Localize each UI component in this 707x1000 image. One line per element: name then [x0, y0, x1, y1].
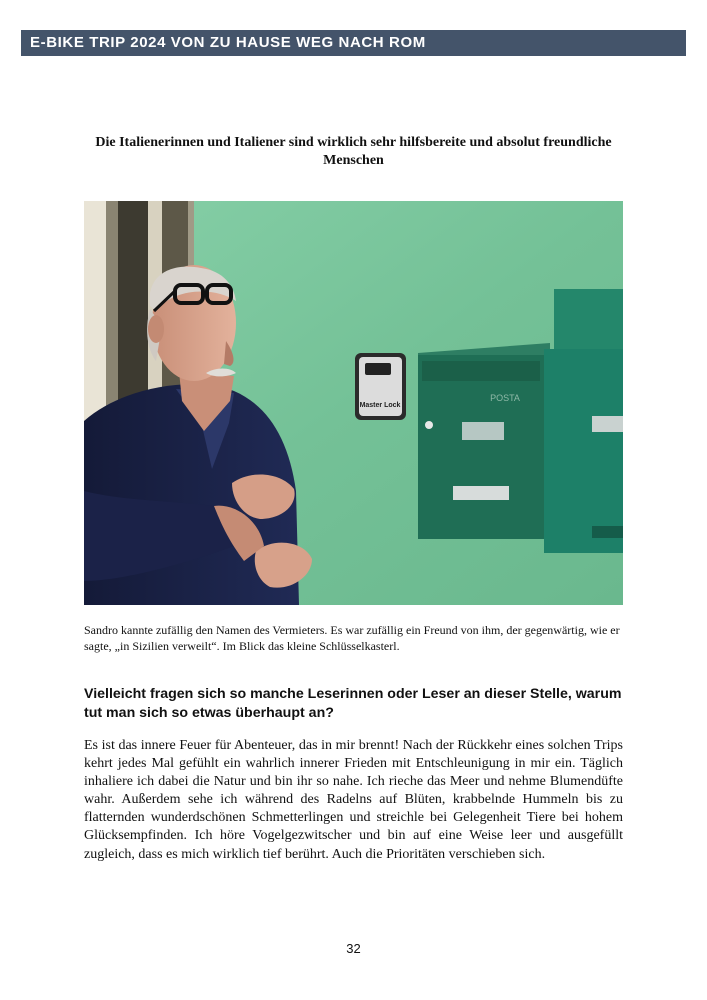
mailbox-right	[544, 289, 623, 553]
mailbox	[418, 343, 550, 539]
photo-title: Die Italienerinnen und Italiener sind wirklich sehr hilfsbereite und absolut freundliche Menschen	[95, 135, 612, 168]
body-paragraph: Es ist das innere Feuer für Abenteuer, das in mir brennt! Nach der Rückkehr eines solchen Trips kehrt jedes Mal gefühlt ein wahrlich innerer Frieden mit Entschleunigung in mir ein. Täglich inhaliere ich dabei die Natur und bin ihr so nahe. Ich rieche das Meer und nehme Blumendüfte wahr. Außerdem sehe ich während des Radelns auf Blüten, krabbelnde Hummeln bis zu flatternden wunderdschönen Schmetterlingen und streichle bei Gelegenheit Tiere bei hohem Glücksempfinden. Ich höre Vogelgezwitscher und bin auf eine Weise leer und ausgefüllt zugleich, dass es mich wirklich tief berührt. Auch die Prioritäten verschieben sich.	[84, 738, 623, 862]
header-bar	[21, 30, 686, 56]
lockbox-brand-label: Master Lock	[359, 402, 401, 409]
section-heading: Vielleicht fragen sich so manche Leserinnen oder Leser an dieser Stelle, warum tut man sich so etwas überhaupt an?	[84, 686, 622, 721]
mailbox-label: POSTA	[490, 393, 520, 403]
lockbox	[355, 353, 406, 420]
photo	[84, 201, 623, 605]
header-title: E-BIKE TRIP 2024 VON ZU HAUSE WEG NACH ROM	[30, 34, 426, 51]
photo-caption: Sandro kannte zufällig den Namen des Vermieters. Es war zufällig ein Freund von ihm, der gegenwärtig, wie er sagte, „in Sizilien verweilt“. Im Blick das kleine Schlüsselkasterl.	[84, 623, 620, 653]
page-number: 32	[346, 941, 361, 956]
